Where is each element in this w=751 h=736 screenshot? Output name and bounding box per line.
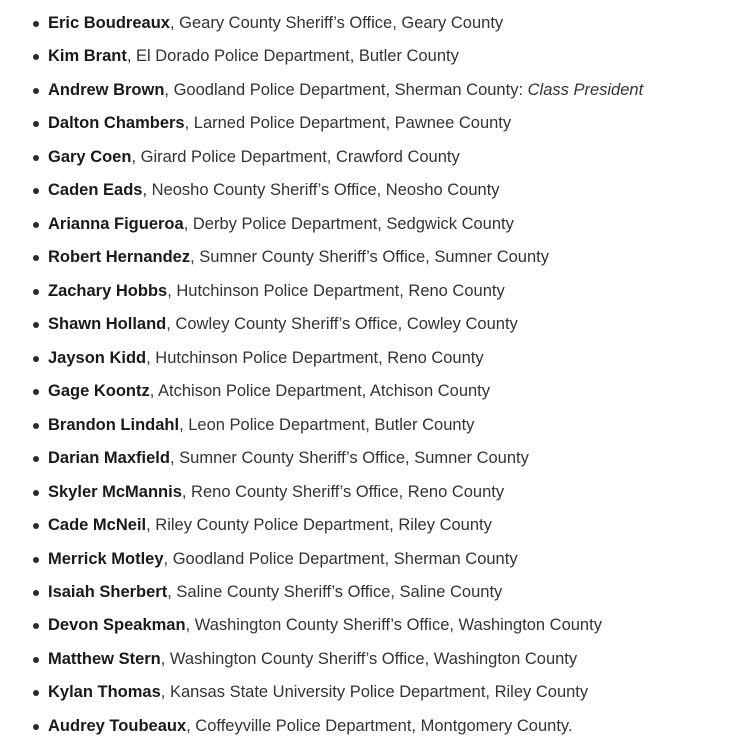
member-name: Dalton Chambers xyxy=(48,114,185,133)
member-name: Kim Brant xyxy=(48,47,127,66)
list-item xyxy=(0,683,751,702)
member-detail: , Leon Police Department, Butler County xyxy=(179,415,475,434)
list-item xyxy=(0,315,751,334)
member-name: Merrick Motley xyxy=(48,549,164,568)
list-item xyxy=(0,47,751,66)
member-detail: , Reno County Sheriff’s Office, Reno County xyxy=(181,482,505,501)
member-detail: , Washington County Sheriff’s Office, Washington County xyxy=(160,649,578,668)
member-name: Robert Hernandez xyxy=(48,248,191,267)
member-name: Audrey Toubeaux xyxy=(48,716,187,735)
member-detail: , Hutchinson Police Department, Reno County xyxy=(146,348,484,367)
list-item xyxy=(0,14,751,33)
member-detail: , Washington County Sheriff’s Office, Washington County xyxy=(185,616,602,635)
member-name: Brandon Lindahl xyxy=(48,415,180,434)
list-item xyxy=(0,650,751,669)
member-detail: , Derby Police Department, Sedgwick County xyxy=(183,214,514,233)
member-detail: , Atchison Police Department, Atchison County xyxy=(149,382,491,401)
list-item xyxy=(0,516,751,535)
member-name: Cade McNeil xyxy=(48,516,147,535)
member-detail: , Neosho County Sheriff’s Office, Neosho County xyxy=(142,181,500,200)
member-name: Zachary Hobbs xyxy=(48,281,168,300)
member-name: Shawn Holland xyxy=(48,315,167,334)
member-detail: , Cowley County Sheriff’s Office, Cowley County xyxy=(166,315,518,334)
list-item xyxy=(0,483,751,502)
list-item xyxy=(0,248,751,267)
list-item xyxy=(0,282,751,301)
member-detail: , Sumner County Sheriff’s Office, Sumner County xyxy=(169,449,529,468)
member-name: Devon Speakman xyxy=(48,616,186,635)
member-name: Isaiah Sherbert xyxy=(48,582,168,601)
member-name: Andrew Brown xyxy=(48,80,165,99)
list-item xyxy=(0,583,751,602)
list-item xyxy=(0,181,751,200)
member-name: Skyler McMannis xyxy=(48,482,182,501)
list-item xyxy=(0,148,751,167)
member-detail: , Hutchinson Police Department, Reno County xyxy=(167,281,505,300)
member-name: Eric Boudreaux xyxy=(48,14,170,32)
list-item xyxy=(0,349,751,368)
member-detail: , Geary County Sheriff’s Office, Geary County xyxy=(169,14,504,32)
member-detail: , Saline County Sheriff’s Office, Saline County xyxy=(167,582,503,601)
member-name: Gage Koontz xyxy=(48,382,150,401)
member-detail: , Larned Police Department, Pawnee County xyxy=(184,114,512,133)
list-item xyxy=(0,114,751,133)
member-detail: , Goodland Police Department, Sherman County xyxy=(163,549,518,568)
list-item xyxy=(0,550,751,569)
list-item xyxy=(0,416,751,435)
list-item xyxy=(0,215,751,234)
member-name: Arianna Figueroa xyxy=(48,214,184,233)
list-item xyxy=(0,382,751,401)
list-item xyxy=(0,717,751,736)
member-name: Kylan Thomas xyxy=(48,683,161,702)
member-name: Caden Eads xyxy=(48,181,143,200)
member-name: Gary Coen xyxy=(48,147,132,166)
member-name: Matthew Stern xyxy=(48,649,161,668)
member-detail: , Coffeyville Police Department, Montgomery County. xyxy=(186,716,573,735)
list-item xyxy=(0,449,751,468)
member-name: Darian Maxfield xyxy=(48,449,170,468)
member-detail: , El Dorado Police Department, Butler County xyxy=(126,47,459,66)
member-detail: , Girard Police Department, Crawford County xyxy=(131,147,460,166)
member-note: Class President xyxy=(527,80,644,99)
member-detail: , Sumner County Sheriff’s Office, Sumner County xyxy=(190,248,549,267)
list-item xyxy=(0,81,751,100)
member-name: Jayson Kidd xyxy=(48,348,147,367)
member-detail: , Riley County Police Department, Riley County xyxy=(146,516,492,535)
list-item xyxy=(0,616,751,635)
member-detail: , Goodland Police Department, Sherman County: xyxy=(164,80,528,99)
member-detail: , Kansas State University Police Department, Riley County xyxy=(160,683,589,702)
